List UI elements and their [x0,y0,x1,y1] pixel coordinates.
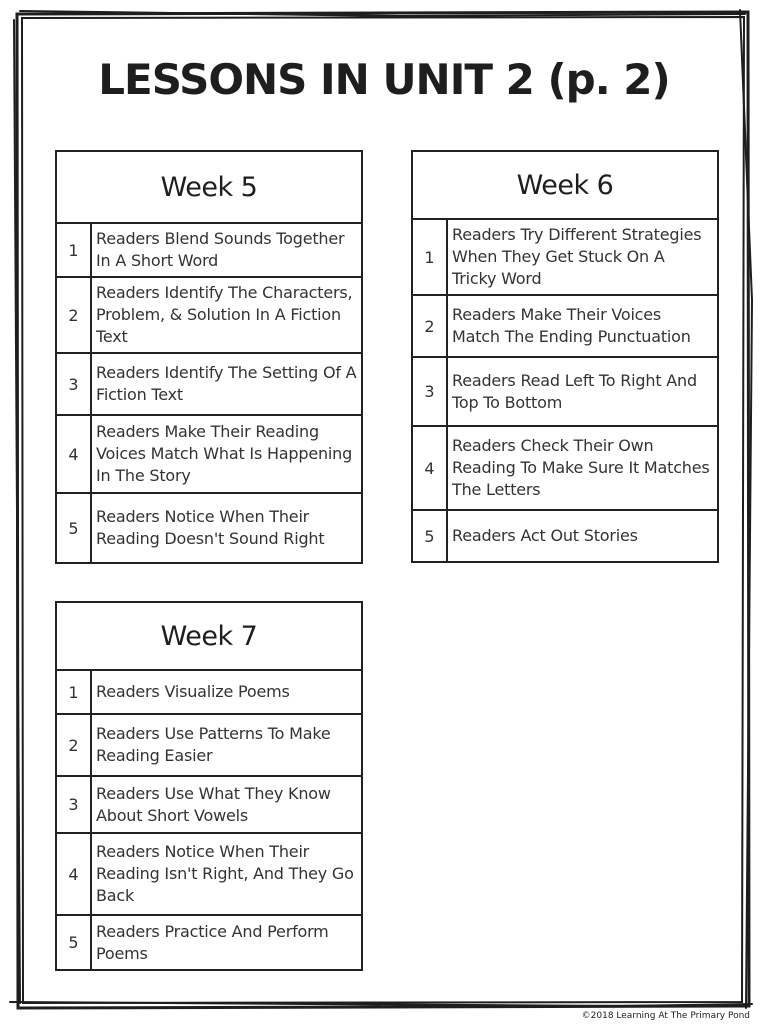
week-6-table [411,150,719,563]
week-heading: Week 7 [56,602,362,670]
lesson-number: 2 [56,714,91,776]
lesson-row [56,833,362,915]
lesson-title: Readers Make Their Voices Match The Ending Punctuation [447,295,718,357]
lesson-title: Readers Check Their Own Reading To Make Sure It Matches The Letters [447,426,718,510]
lesson-title: Readers Identify The Characters, Problem, & Solution In A Fiction Text [91,277,362,353]
lesson-number: 5 [56,493,91,563]
lesson-title: Readers Identify The Setting Of A Fiction Text [91,353,362,415]
lesson-number: 1 [56,223,91,277]
lesson-title: Readers Blend Sounds Together In A Short Word [91,223,362,277]
lesson-row [56,915,362,970]
lesson-title: Readers Notice When Their Reading Doesn't Sound Right [91,493,362,563]
lesson-row [56,670,362,714]
lesson-row [412,426,718,510]
lesson-title: Readers Use What They Know About Short Vowels [91,776,362,833]
lesson-number: 1 [412,219,447,295]
lesson-row [412,219,718,295]
lesson-row [56,277,362,353]
page-title: LESSONS IN UNIT 2 (p. 2) [98,55,670,104]
lesson-row [412,357,718,426]
lesson-number: 3 [412,357,447,426]
lesson-row [412,295,718,357]
lesson-number: 2 [56,277,91,353]
lesson-title: Readers Notice When Their Reading Isn't Right, And They Go Back [91,833,362,915]
lesson-number: 3 [56,353,91,415]
lesson-row [56,223,362,277]
lesson-number: 4 [56,833,91,915]
week-7-table [55,601,363,971]
lesson-number: 4 [412,426,447,510]
copyright-notice: ©2018 Learning At The Primary Pond [581,1011,750,1021]
lesson-row [412,510,718,562]
week-heading: Week 6 [412,151,718,219]
lesson-row [56,415,362,493]
lesson-number: 2 [412,295,447,357]
lesson-row [56,493,362,563]
lesson-title: Readers Act Out Stories [447,510,718,562]
lesson-row [56,776,362,833]
lesson-number: 5 [412,510,447,562]
lesson-number: 3 [56,776,91,833]
lesson-title: Readers Visualize Poems [91,670,362,714]
lesson-number: 1 [56,670,91,714]
week-heading: Week 5 [56,151,362,223]
week-5-table [55,150,363,564]
lesson-title: Readers Use Patterns To Make Reading Easier [91,714,362,776]
lesson-number: 5 [56,915,91,970]
lesson-row [56,353,362,415]
lesson-title: Readers Read Left To Right And Top To Bottom [447,357,718,426]
lesson-title: Readers Practice And Perform Poems [91,915,362,970]
lesson-row [56,714,362,776]
lesson-number: 4 [56,415,91,493]
lesson-title: Readers Make Their Reading Voices Match What Is Happening In The Story [91,415,362,493]
lesson-title: Readers Try Different Strategies When They Get Stuck On A Tricky Word [447,219,718,295]
